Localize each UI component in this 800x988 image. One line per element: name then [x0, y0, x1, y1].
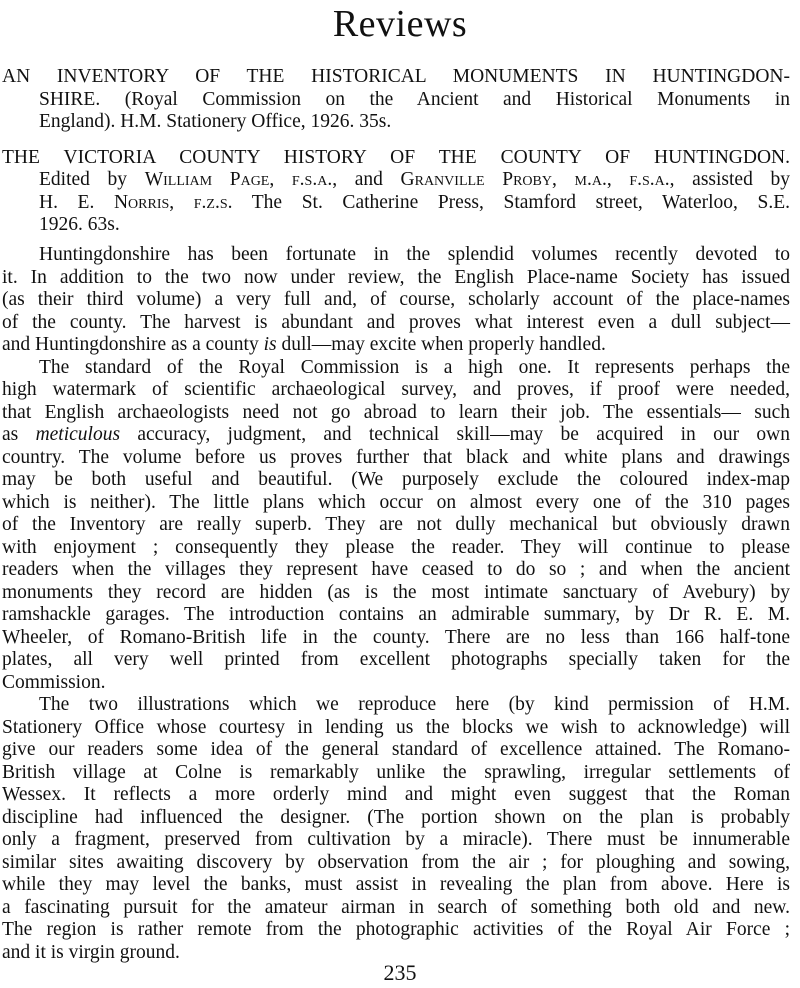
page-title: Reviews [332, 3, 468, 45]
review-entry-2 [2, 147, 790, 237]
paragraph-1 [2, 244, 790, 357]
paragraph-line: (as their third volume) a very full and, of course, scholarly account of the place-names [2, 289, 790, 310]
italic-text: is [263, 334, 277, 355]
paragraph-line: British village at Colne is remarkably unlike the sprawling, irregular settlements of [2, 761, 790, 783]
entry-line: THE VICTORIA COUNTY HISTORY OF THE COUNTY OF HUNTINGDON. [2, 146, 790, 168]
paragraph-line: ramshackle garages. The introduction contains an admirable summary, by Dr R. E. M. [2, 604, 790, 625]
paragraph-line: a fascinating pursuit for the amateur airman in search of something both old and new. [2, 896, 790, 918]
text-run: as [2, 424, 36, 445]
paragraph-line: Stationery Office whose courtesy in lending us the blocks we wish to acknowledge) will [2, 716, 790, 738]
entry-line: 1926. 63s. [39, 214, 120, 235]
entry-line: AN INVENTORY OF THE HISTORICAL MONUMENTS IN HUNTINGDON- [2, 66, 790, 87]
paragraph-2 [2, 357, 790, 695]
paragraph-line: Wessex. It reflects a more orderly mind and might even suggest that the Roman [2, 784, 790, 805]
paragraph-line: plates, all very well printed from excellent photographs specially taken for the [2, 649, 790, 670]
text-run: and Huntingdonshire as a county [2, 334, 264, 355]
italic-text: meticulous [35, 424, 121, 445]
review-entries [2, 66, 790, 250]
paragraph-line: while they may level the banks, must assist in revealing the plan from above. Here is [2, 874, 790, 895]
paragraph-line: Commission. [2, 671, 106, 693]
paragraph-line: The two illustrations which we reproduce here (by kind permission of H.M. [39, 694, 790, 715]
small-caps-text: Granville Proby, m.a., f.s.a., [400, 169, 675, 190]
paragraph-line: give our readers some idea of the general standard of excellence attained. The Romano- [2, 739, 790, 760]
paragraph-line: country. The volume before us proves further that black and white plans and drawings [2, 446, 790, 468]
paragraph-line: with enjoyment ; consequently they please the reader. They will continue to please [2, 536, 790, 558]
review-body [2, 244, 790, 964]
small-caps-text: Norris, f.z.s. [113, 191, 233, 213]
paragraph-line: that English archaeologists need not go abroad to learn their job. The essentials— such [2, 401, 790, 423]
paragraph-line: monuments they record are hidden (as is the most intimate sanctuary of Avebury) by [2, 581, 790, 603]
small-caps-text: William Page, f.s.a., [144, 169, 338, 190]
text-run: The St. Catherine Press, Stamford street, Waterloo, S.E. [232, 191, 790, 213]
paragraph-line [2, 334, 790, 357]
paragraph-line: of the county. The harvest is abundant and proves what interest even a dull subject— [2, 311, 790, 333]
paragraph-line: may be both useful and beautiful. (We purposely exclude the coloured index-map [2, 469, 790, 490]
text-run: Edited by [39, 169, 145, 190]
entry-line [2, 192, 790, 215]
paragraph-line: of the Inventory are really superb. They are not dully mechanical but obviously drawn [2, 514, 790, 535]
paragraph-line: similar sites awaiting discovery by observation from the air ; for ploughing and sowing, [2, 851, 790, 873]
paragraph-line: Wheeler, of Romano-British life in the county. There are no less than 166 half-tone [2, 626, 790, 648]
text-run: and [337, 169, 401, 190]
paragraph-line [2, 424, 790, 447]
paragraph-line: The standard of the Royal Commission is a high one. It represents perhaps the [39, 356, 790, 378]
text-run: H. E. [39, 191, 114, 213]
text-run: accuracy, judgment, and technical skill—may be acquired in our own [120, 424, 790, 445]
paragraph-line: high watermark of scientific archaeological survey, and proves, if proof were needed, [2, 379, 790, 400]
text-run: assisted by [674, 169, 790, 190]
review-entry-1 [2, 66, 790, 134]
entry-line: England). H.M. Stationery Office, 1926. 35s. [39, 111, 392, 132]
paragraph-line: which is neither). The little plans which occur on almost every one of the 310 pages [2, 491, 790, 513]
entry-line [2, 169, 790, 192]
paragraph-line: discipline had influenced the designer. (The portion shown on the plan is probably [2, 806, 790, 828]
page-number: 235 [383, 960, 417, 985]
paragraph-line: it. In addition to the two now under review, the English Place-name Society has issued [2, 266, 790, 288]
entry-line: SHIRE. (Royal Commission on the Ancient and Historical Monuments in [39, 88, 790, 110]
paragraph-line: readers when the villages they represent have ceased to do so ; and when the ancient [2, 559, 790, 580]
text-run: dull—may excite when properly handled. [276, 334, 606, 355]
paragraph-line: Huntingdonshire has been fortunate in the splendid volumes recently devoted to [39, 244, 790, 265]
paragraph-3 [2, 694, 790, 964]
paragraph-line: only a fragment, preserved from cultivation by a miracle). There must be innumerable [2, 829, 790, 850]
paragraph-line: and it is virgin ground. [2, 941, 180, 963]
paragraph-line: The region is rather remote from the photographic activities of the Royal Air Force ; [2, 919, 790, 940]
